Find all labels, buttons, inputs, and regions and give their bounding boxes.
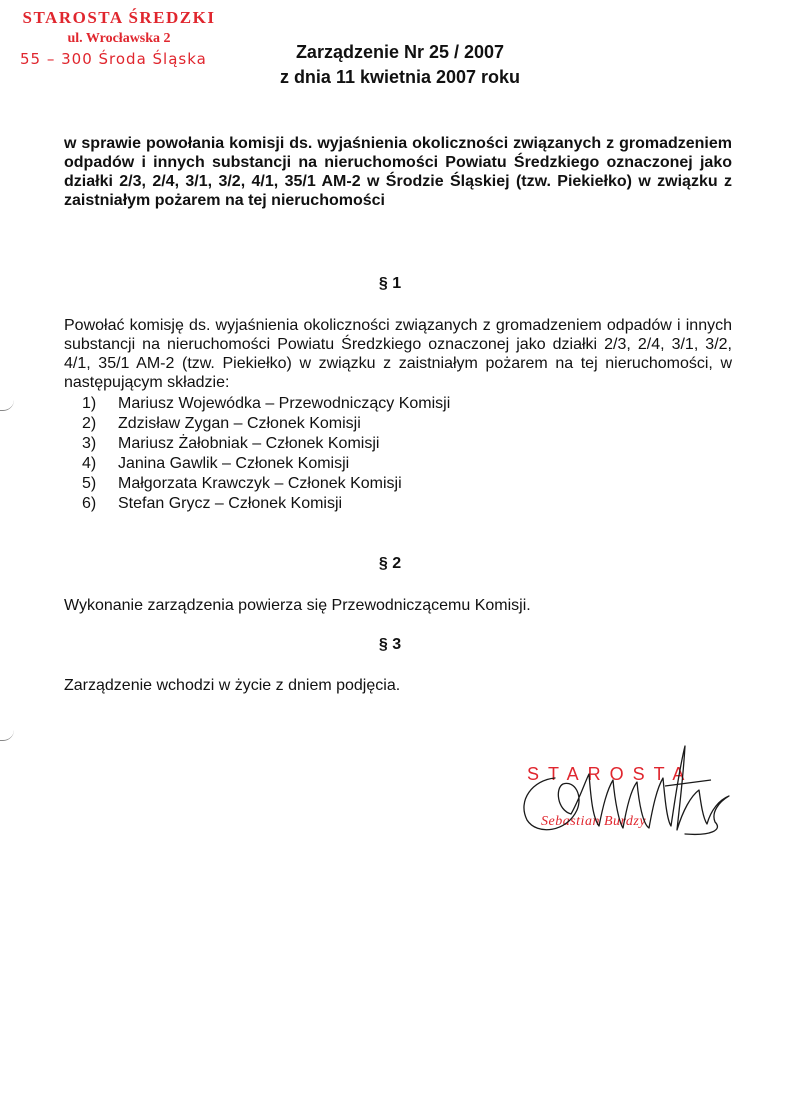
section-1-text: Powołać komisję ds. wyjaśnienia okoliczności związanych z gromadzeniem odpadów i innych substancji na nieruchomości Powiatu Średzkiego oznaczonej jako działki 2/3, 2/4, 3/1, 3/2, 4/1, 35/1 AM-2 (tzw. Piekiełko) w związku z zaistniałym pożarem na tej nieruchomości, w następującym składzie: xyxy=(64,317,732,391)
list-item-number: 6) xyxy=(82,495,97,512)
list-item-number: 1) xyxy=(82,395,97,412)
document-date: z dnia 11 kwietnia 2007 roku xyxy=(279,67,521,87)
commission-members-list xyxy=(82,394,450,514)
list-item-text: Mariusz Żałobniak – Członek Komisji xyxy=(118,435,380,452)
list-item-text: Mariusz Wojewódka – Przewodniczący Komisji xyxy=(118,395,451,412)
list-item xyxy=(82,474,450,494)
scan-margin-mark xyxy=(0,400,14,411)
handwritten-signature-icon xyxy=(515,740,745,850)
list-item-number: 3) xyxy=(82,435,97,452)
stamp-office: STAROSTA ŚREDZKI xyxy=(22,8,216,27)
list-item-text: Zdzisław Zygan – Członek Komisji xyxy=(118,415,361,432)
document-subject: w sprawie powołania komisji ds. wyjaśnienia okoliczności związanych z gromadzeniem odpadów i innych substancji na nieruchomości Powiatu Średzkiego oznaczonej jako działki 2/3, 2/4, 3/1, 3/2, 4/1, 35/1 AM-2 w Środzie Śląskiej (tzw. Piekiełko) w związku z zaistniałym pożarem na tej nieruchomości xyxy=(64,135,732,209)
section-2-text: Wykonanie zarządzenia powierza się Przewodniczącemu Komisji. xyxy=(64,597,531,614)
section-3-mark: § 3 xyxy=(378,636,402,653)
list-item-text: Janina Gawlik – Członek Komisji xyxy=(118,455,350,472)
list-item-number: 5) xyxy=(82,475,97,492)
stamp-city: 55 – 300 Środa Śląska xyxy=(20,50,207,68)
section-2-mark: § 2 xyxy=(378,555,402,572)
list-item-number: 2) xyxy=(82,415,97,432)
list-item xyxy=(82,434,450,454)
list-item xyxy=(82,394,450,414)
section-1-mark: § 1 xyxy=(378,275,402,292)
list-item-number: 4) xyxy=(82,455,97,472)
list-item-text: Stefan Grycz – Członek Komisji xyxy=(118,495,343,512)
list-item xyxy=(82,454,450,474)
list-item xyxy=(82,414,450,434)
section-3-text: Zarządzenie wchodzi w życie z dniem podjęcia. xyxy=(64,677,401,694)
address-stamp xyxy=(14,8,224,68)
stamp-street: ul. Wrocławska 2 xyxy=(67,31,171,46)
document-title: Zarządzenie Nr 25 / 2007 xyxy=(295,42,505,62)
signature-stamp-name: Sebastian Burdzy xyxy=(541,814,647,829)
signature-block xyxy=(515,740,745,850)
list-item-text: Małgorzata Krawczyk – Członek Komisji xyxy=(118,475,402,492)
signature-stamp-title: STAROSTA xyxy=(527,764,694,784)
list-item xyxy=(82,494,450,514)
scan-margin-mark xyxy=(0,730,14,741)
